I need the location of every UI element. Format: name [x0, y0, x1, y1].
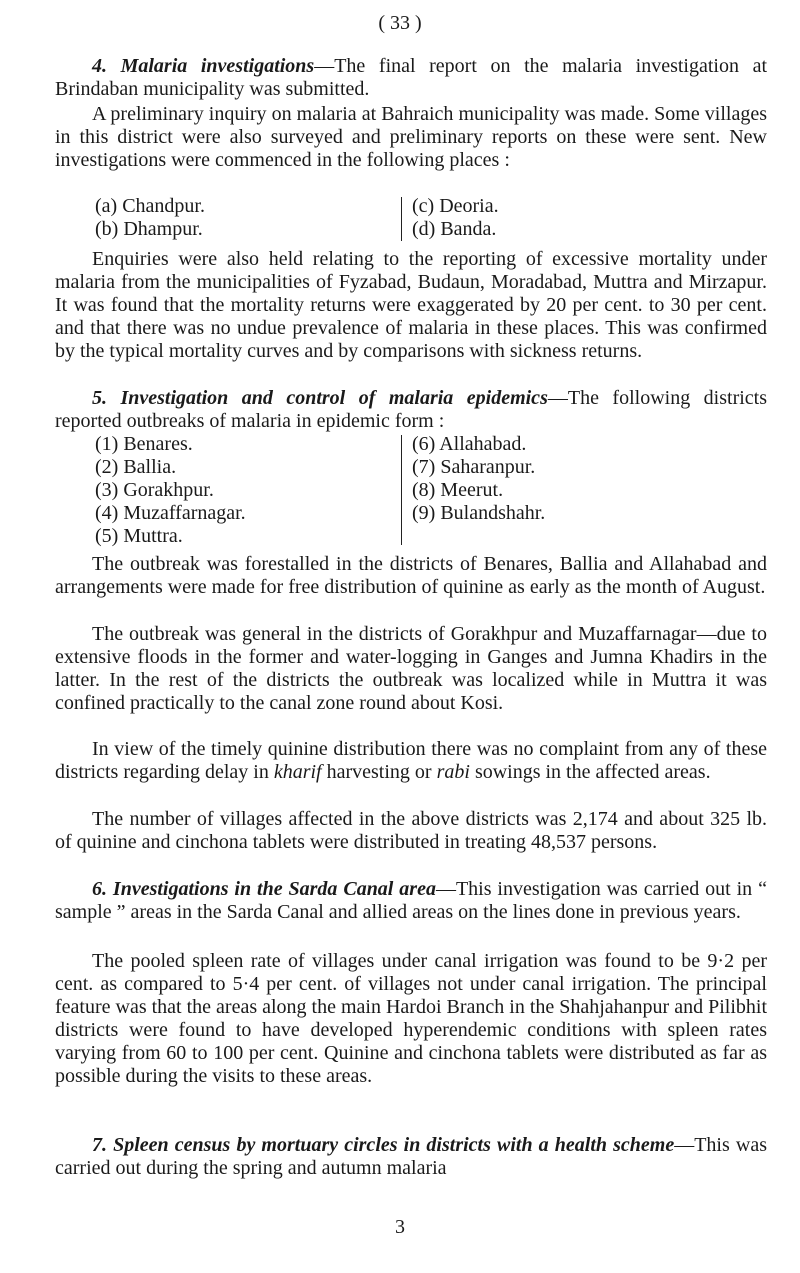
place-item: (c) Deoria.	[412, 195, 499, 217]
district-item: (4) Muzaffarnagar.	[95, 502, 246, 524]
district-item: (9) Bulandshahr.	[412, 502, 546, 524]
section-6-heading: 6. Investigations in the Sarda Canal area	[92, 878, 436, 900]
section-5-paragraph-4	[55, 738, 767, 784]
district-item: (5) Muttra.	[95, 525, 183, 547]
section-5-intro-paragraph	[55, 387, 767, 433]
district-item: (3) Gorakhpur.	[95, 479, 214, 501]
section-5-heading: 5. Investigation and control of malaria epidemics	[92, 387, 548, 409]
term-kharif: kharif	[273, 761, 322, 783]
section-6	[55, 878, 767, 924]
section-4-heading: 4. Malaria investigations	[92, 55, 315, 77]
districts-list-right	[412, 433, 545, 525]
section-5-p3-text: The outbreak was general in the districts of Gorakhpur and Muzaffarnagar—due to extensive floods in the former and water-logging in Ganges and Jumna Khadirs in the latter. In the rest of the districts the outbreak was localized while in Muttra it was confined practically to the canal zone round about Kosi.	[55, 623, 767, 714]
term-rabi: rabi	[436, 761, 470, 783]
section-6-intro-paragraph	[55, 878, 767, 924]
section-5-paragraph-2	[55, 553, 767, 599]
p4-text-a: In view of the timely quinine distribution there was no complaint from any of these districts regarding delay in	[55, 738, 767, 783]
p4-text-b: harvesting or	[321, 761, 437, 783]
section-5-paragraph-5	[55, 808, 767, 854]
section-4	[55, 55, 767, 101]
section-5	[55, 387, 767, 433]
section-7-intro-text: —This was carried out during the spring and autumn malaria	[55, 1134, 767, 1179]
district-item: (6) Allahabad.	[412, 433, 527, 455]
district-item: (2) Ballia.	[95, 456, 177, 478]
section-5-intro-text: —The following districts reported outbreaks of malaria in epidemic form :	[55, 387, 768, 432]
section-7	[55, 1134, 767, 1180]
section-5-p2-text: The outbreak was forestalled in the districts of Benares, Ballia and Allahabad and arrangements were made for free distribution of quinine as early as the month of August.	[55, 553, 767, 598]
section-6-paragraph-2	[55, 950, 767, 1088]
p4-text-c: sowings in the affected areas.	[469, 761, 711, 783]
section-4-intro-text: —The final report on the malaria investigation at Brindaban municipality was submitted.	[55, 55, 767, 100]
district-item: (7) Saharanpur.	[412, 456, 536, 478]
districts-divider	[401, 435, 402, 545]
section-6-intro-text: —This investigation was carried out in “ sample ” areas in the Sarda Canal and allied areas on the lines done in previous years.	[55, 878, 767, 923]
section-5-p5-text: The number of villages affected in the above districts was 2,174 and about 325 lb. of quinine and cinchona tablets were distributed in treating 48,537 persons.	[55, 808, 767, 853]
district-item: (1) Benares.	[95, 433, 193, 455]
section-4-paragraph-2	[55, 103, 767, 172]
section-7-heading: 7. Spleen census by mortuary circles in districts with a health scheme	[92, 1134, 675, 1156]
places-list-left	[95, 195, 205, 241]
section-4-intro-paragraph	[55, 55, 767, 101]
section-4-paragraph-3	[55, 248, 767, 363]
places-list-right	[412, 195, 499, 241]
section-6-p2-text: The pooled spleen rate of villages under canal irrigation was found to be 9·2 per cent. as compared to 5·4 per cent. of villages not under canal irrigation. The principal feature was that the areas along the main Hardoi Branch in the Shahjahanpur and Pilibhit districts were found to have developed hyperendemic conditions with spleen rates varying from 60 to 100 per cent. Quinine and cinchona tablets were distributed as far as possible during the visits to these areas.	[55, 950, 768, 1087]
page-number-header: ( 33 )	[378, 12, 422, 34]
place-item: (a) Chandpur.	[95, 195, 205, 217]
section-4-p2-text: A preliminary inquiry on malaria at Bahraich municipality was made. Some villages in this district were also surveyed and preliminary reports on these were sent. New investigations were commenced in the following places :	[55, 103, 767, 171]
districts-list-left	[95, 433, 246, 548]
places-divider	[401, 197, 402, 241]
district-item: (8) Meerut.	[412, 479, 504, 501]
section-5-paragraph-3	[55, 623, 767, 715]
place-item: (b) Dhampur.	[95, 218, 203, 240]
place-item: (d) Banda.	[412, 218, 497, 240]
section-4-p3-text: Enquiries were also held relating to the reporting of excessive mortality under malaria from the municipalities of Fyzabad, Budaun, Moradabad, Muttra and Mirzapur. It was found that the mortality returns were exaggerated by 20 per cent. to 30 per cent. and that there was no undue prevalence of malaria in these places. This was confirmed by the typical mortality curves and by comparisons with sickness returns.	[55, 248, 767, 362]
section-5-p4-text	[55, 738, 767, 784]
footer-page-number: 3	[395, 1216, 405, 1238]
section-7-intro-paragraph	[55, 1134, 767, 1180]
